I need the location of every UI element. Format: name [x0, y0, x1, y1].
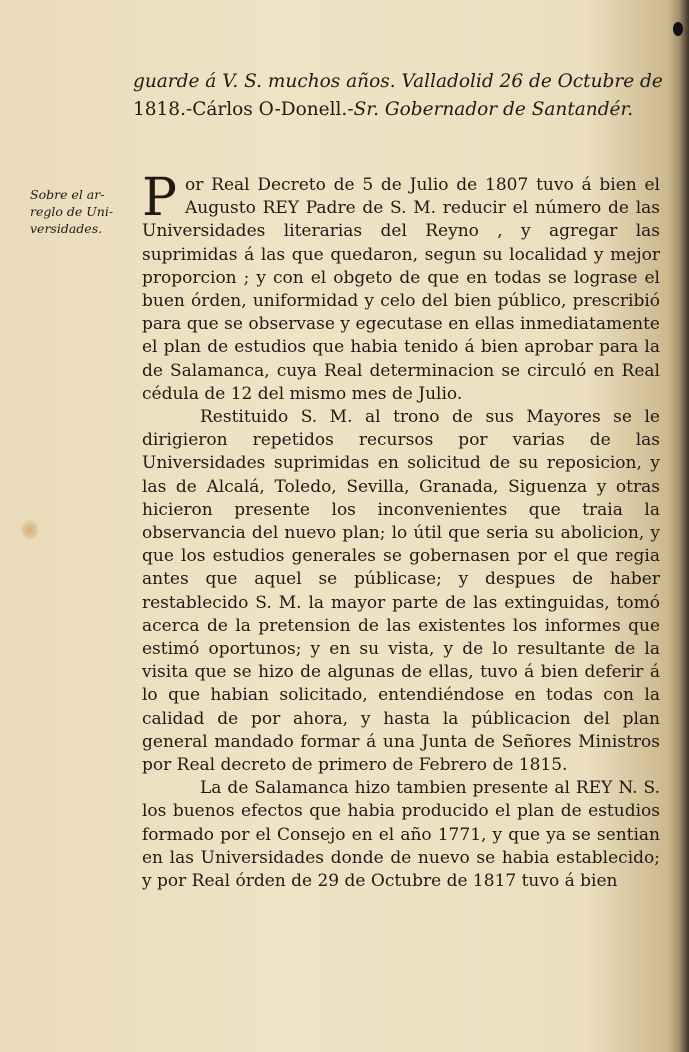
marginal-note-line-2: reglo de Uni-: [30, 204, 114, 219]
paragraph-2: Restituido S. M. al trono de sus Mayores se le dirigieron repetidos recursos por varias de las Universidades suprimidas en solicitud de su reposicion, y las de Alcalá, Toledo, Sevilla, Granada, Siguenza y otras hicieron presente los inconvenientes que traia la observancia del nuevo plan; lo útil que seria su abolicion, y que los estudios generales se gobernasen por el que regia antes que aquel se públicase; y despues de haber restablecido S. M. la mayor parte de las extinguidas, tomó acerca de la pretension de las existentes los informes que estimó oportunos; y en su vista, y de lo resultante de la visita que se hizo de algunas de ellas, tuvo á bien deferir á lo que habian solicitado, entendiéndose en todas con la calidad de por ahora, y hasta la públicacion del plan general mandado formar á una Junta de Señores Ministros por Real decreto de primero de Febrero de 1815.: [142, 407, 660, 776]
marginal-note-line-3: versidades.: [30, 221, 103, 236]
marginal-note: [30, 186, 130, 237]
paragraph-3: La de Salamanca hizo tambien presente al REY N. S. los buenos efectos que habia producido el plan de estudios formado por el Consejo en el año 1771, y que ya se sentian en las Universidades donde de nuevo se habia establecido; y por Real órden de 29 de Octubre de 1817 tuvo á bien: [142, 778, 660, 892]
paper-stain: [22, 520, 38, 540]
closing-line-1: guarde á V. S. muchos años. Valladolid 26 de Octubre de: [133, 71, 663, 92]
book-binding-edge: [679, 0, 689, 1052]
marginal-note-line-1: Sobre el ar-: [30, 187, 105, 202]
closing-addressee: Sr. Gobernador de Santandér.: [353, 99, 634, 120]
closing-date-signature: 1818.-Cárlos O-Donell.-: [133, 99, 354, 120]
letter-closing: [133, 68, 663, 124]
paragraph-1: [142, 168, 660, 406]
ink-blot: [673, 22, 683, 36]
main-text: [142, 168, 660, 893]
paragraph-1-text: or Real Decreto de 5 de Julio de 1807 tuvo á bien el Augusto REY Padre de S. M. reducir el número de las Universidades literarias del Reyno , y agregar las suprimidas á las que quedaron, segun su localidad y mejor proporcion ; y con el obgeto de que en todas se lograse el buen órden, uniformidad y celo del bien público, prescribió para que se observase y egecutase en ellas inmediatamente el plan de estudios que habia tenido á bien aprobar para la de Salamanca, cuya Real determinacion se circuló en Real cédula de 12 del mismo mes de Julio.: [142, 175, 660, 404]
drop-cap-initial: P: [142, 168, 177, 228]
closing-line-2: [133, 96, 653, 124]
